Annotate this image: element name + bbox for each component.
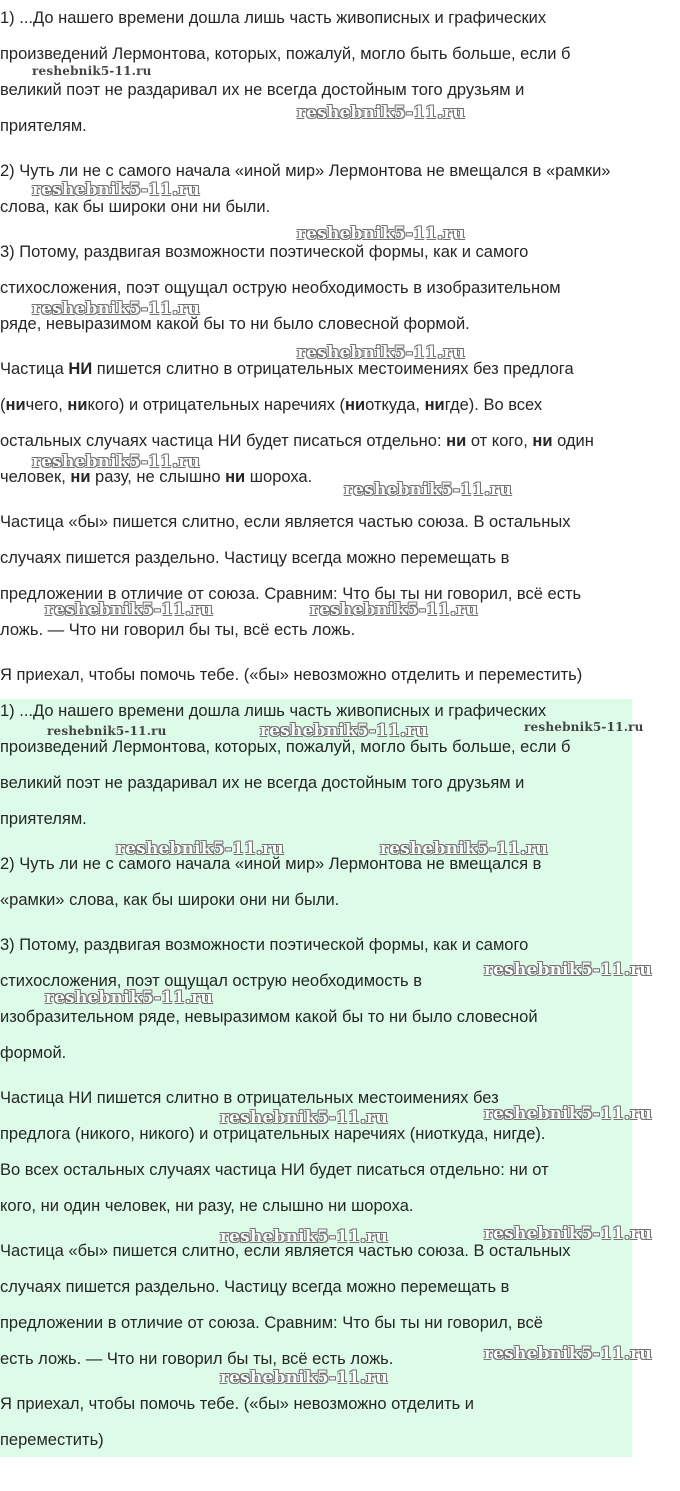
watermark: reshebnik5-11.ru bbox=[344, 480, 512, 500]
text-line: ложь. — Что ни говорил бы ты, всё есть ложь. bbox=[0, 621, 356, 639]
watermark: reshebnik5-11.ru bbox=[484, 1104, 652, 1124]
text-line: 1) ...До нашего времени дошла лишь часть живописных и графических bbox=[0, 702, 547, 720]
watermark: reshebnik5-11.ru bbox=[32, 64, 152, 78]
watermark: reshebnik5-11.ru bbox=[45, 600, 213, 620]
watermark: reshebnik5-11.ru bbox=[32, 452, 200, 472]
watermark: reshebnik5-11.ru bbox=[524, 720, 644, 734]
watermark: reshebnik5-11.ru bbox=[220, 1108, 388, 1128]
text-line: Я приехал, чтобы помочь тебе. («бы» невозможно отделить и bbox=[0, 1395, 475, 1413]
watermark: reshebnik5-11.ru bbox=[220, 1368, 388, 1388]
watermark: reshebnik5-11.ru bbox=[32, 180, 200, 200]
text-line: 2) Чуть ли не с самого начала «иной мир» Лермонтова не вмещался в bbox=[0, 855, 542, 873]
text-line: Частица «бы» пишется слитно, если является частью союза. В остальных bbox=[0, 513, 571, 531]
text-line: великий поэт не раздаривал их не всегда достойным того друзьям и bbox=[0, 81, 525, 99]
text-line: предложении в отличие от союза. Сравним: Что бы ты ни говорил, всё bbox=[0, 1314, 543, 1332]
watermark: reshebnik5-11.ru bbox=[297, 343, 465, 363]
text-line: Частица НИ пишется слитно в отрицательных местоимениях без bbox=[0, 1089, 499, 1107]
text-line: стихосложения, поэт ощущал острую необходимость в bbox=[0, 972, 422, 990]
text-line: (ничего, никого) и отрицательных наречиях (ниоткуда, нигде). Во всех bbox=[0, 396, 543, 414]
watermark: reshebnik5-11.ru bbox=[484, 960, 652, 980]
text-line: ряде, невыразимом какой бы то ни было словесной формой. bbox=[0, 315, 470, 333]
watermark: reshebnik5-11.ru bbox=[484, 1224, 652, 1244]
text-line: Частица «бы» пишется слитно, если является частью союза. В остальных bbox=[0, 1242, 571, 1260]
watermark: reshebnik5-11.ru bbox=[380, 839, 548, 859]
text-line: 1) ...До нашего времени дошла лишь часть живописных и графических bbox=[0, 9, 547, 27]
watermark: reshebnik5-11.ru bbox=[45, 988, 213, 1008]
text-line: кого, ни один человек, ни разу, не слышно ни шороха. bbox=[0, 1197, 414, 1215]
text-line: произведений Лермонтова, которых, пожалуй, могло быть больше, если б bbox=[0, 738, 571, 756]
text-line: 2) Чуть ли не с самого начала «иной мир» Лермонтова не вмещался в «рамки» bbox=[0, 162, 611, 180]
text-line: 3) Потому, раздвигая возможности поэтической формы, как и самого bbox=[0, 243, 529, 261]
text-line: «рамки» слова, как бы широки они ни были. bbox=[0, 891, 340, 909]
watermark: reshebnik5-11.ru bbox=[220, 1227, 388, 1247]
watermark: reshebnik5-11.ru bbox=[116, 839, 284, 859]
watermark: reshebnik5-11.ru bbox=[260, 721, 428, 741]
watermark: reshebnik5-11.ru bbox=[32, 299, 200, 319]
watermark: reshebnik5-11.ru bbox=[297, 103, 465, 123]
text-line: слова, как бы широки они ни были. bbox=[0, 198, 271, 216]
text-line: предлога (никого, никого) и отрицательных наречиях (ниоткуда, нигде). bbox=[0, 1125, 546, 1143]
text-line: случаях пишется раздельно. Частицу всегда можно перемещать в bbox=[0, 549, 510, 567]
text-line: предложении в отличие от союза. Сравним: Что бы ты ни говорил, всё есть bbox=[0, 585, 582, 603]
text-line: великий поэт не раздаривал их не всегда достойным того друзьям и bbox=[0, 774, 525, 792]
text-line: переместить) bbox=[0, 1431, 104, 1449]
watermark: reshebnik5-11.ru bbox=[47, 724, 167, 738]
text-line: 3) Потому, раздвигая возможности поэтической формы, как и самого bbox=[0, 936, 529, 954]
text-line: формой. bbox=[0, 1044, 67, 1062]
text-line: человек, ни разу, не слышно ни шороха. bbox=[0, 468, 313, 486]
text-line: произведений Лермонтова, которых, пожалуй, могло быть больше, если б bbox=[0, 45, 571, 63]
text-line: Во всех остальных случаях частица НИ будет писаться отдельно: ни от bbox=[0, 1161, 549, 1179]
highlighted-text-block bbox=[0, 699, 652, 1457]
watermark: reshebnik5-11.ru bbox=[297, 224, 465, 244]
text-line: остальных случаях частица НИ будет писаться отдельно: ни от кого, ни один bbox=[0, 432, 594, 450]
text-line: Частица НИ пишется слитно в отрицательных местоимениях без предлога bbox=[0, 360, 574, 378]
watermark: reshebnik5-11.ru bbox=[310, 600, 478, 620]
text-line: приятелям. bbox=[0, 810, 87, 828]
text-line: приятелям. bbox=[0, 117, 87, 135]
text-line: есть ложь. — Что ни говорил бы ты, всё есть ложь. bbox=[0, 1350, 394, 1368]
watermark: reshebnik5-11.ru bbox=[484, 1344, 652, 1364]
text-line: изобразительном ряде, невыразимом какой бы то ни было словесной bbox=[0, 1008, 538, 1026]
text-line: случаях пишется раздельно. Частицу всегда можно перемещать в bbox=[0, 1278, 510, 1296]
text-line: Я приехал, чтобы помочь тебе. («бы» невозможно отделить и переместить) bbox=[0, 666, 583, 684]
text-line: стихосложения, поэт ощущал острую необходимость в изобразительном bbox=[0, 279, 561, 297]
